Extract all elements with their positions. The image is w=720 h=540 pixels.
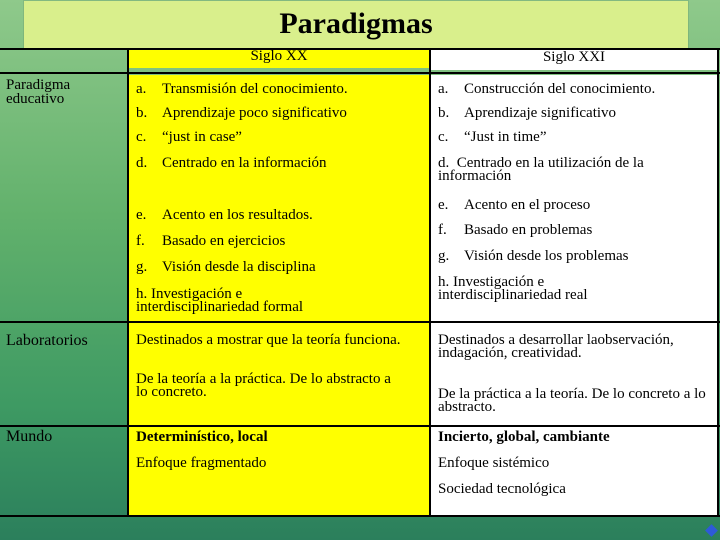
- list-item: [438, 248, 629, 265]
- grid-line: [0, 515, 720, 517]
- list-item: [136, 207, 313, 224]
- list-item: [136, 233, 285, 250]
- list-marker: h.: [438, 274, 450, 290]
- grid-line: [717, 48, 719, 517]
- list-item: [438, 81, 655, 98]
- list-text: Aprendizaje poco significativo: [162, 105, 347, 121]
- laboratorios-siglo-xxi-text-1: Destinados a desarrollar laobservación, indagación, creatividad.: [438, 332, 674, 361]
- row-label-laboratorios: Laboratorios: [6, 332, 88, 349]
- list-text: Investigación e interdisciplinariedad real: [438, 274, 588, 303]
- header-siglo-xxi: Siglo XXI: [542, 49, 606, 65]
- list-text: “Just in time”: [464, 129, 547, 145]
- mundo-siglo-xxi-text-3: Sociedad tecnológica: [438, 481, 566, 497]
- list-item: [438, 105, 616, 122]
- slide-title-box: [24, 1, 688, 48]
- list-item: [136, 155, 327, 172]
- list-marker: e.: [136, 207, 147, 223]
- grid-line: [429, 48, 431, 517]
- header-siglo-xx: Siglo XX: [250, 48, 308, 64]
- row-label-paradigma: Paradigma educativo: [6, 77, 71, 107]
- list-marker: a.: [136, 81, 147, 97]
- grid-line: [0, 425, 720, 427]
- list-marker: c.: [136, 129, 147, 145]
- laboratorios-siglo-xx-text-1: Destinados a mostrar que la teoría funciona.: [136, 332, 401, 348]
- row-label-mundo: Mundo: [6, 428, 53, 445]
- list-item: [438, 197, 590, 214]
- list-text: Acento en el proceso: [464, 197, 591, 213]
- list-item: [136, 288, 356, 314]
- list-text: Centrado en la utilización de la información: [438, 155, 644, 184]
- mundo-siglo-xx-text-2: Enfoque fragmentado: [136, 455, 267, 471]
- list-item: [438, 157, 710, 183]
- list-text: Basado en problemas: [464, 222, 593, 238]
- list-item: [438, 222, 592, 239]
- mundo-siglo-xxi-text-2: Enfoque sistémico: [438, 455, 550, 471]
- list-item: [438, 129, 547, 146]
- list-marker: g.: [136, 259, 148, 275]
- slide-title: Paradigmas: [279, 7, 433, 40]
- mundo-siglo-xxi-text-1: Incierto, global, cambiante: [438, 429, 610, 445]
- list-item: [438, 276, 658, 302]
- list-marker: b.: [438, 105, 450, 121]
- list-marker: f.: [438, 222, 447, 238]
- list-text: Acento en los resultados.: [162, 207, 313, 223]
- list-item: [136, 105, 347, 122]
- list-text: Visión desde la disciplina: [162, 259, 316, 275]
- grid-line: [127, 48, 129, 517]
- mundo-siglo-xx-text-1: Determinístico, local: [136, 429, 268, 445]
- list-text: Basado en ejercicios: [162, 233, 286, 249]
- list-marker: d.: [136, 155, 148, 171]
- list-marker: b.: [136, 105, 148, 121]
- list-text: Visión desde los problemas: [464, 248, 629, 264]
- list-marker: g.: [438, 248, 450, 264]
- list-marker: d.: [438, 155, 450, 171]
- slide-corner-decoration: [705, 524, 718, 537]
- list-item: [136, 129, 242, 146]
- laboratorios-siglo-xx-text-2: De la teoría a la práctica. De lo abstracto a lo concreto.: [136, 371, 391, 400]
- list-text: Centrado en la información: [162, 155, 327, 171]
- list-marker: a.: [438, 81, 449, 97]
- list-text: Aprendizaje significativo: [464, 105, 617, 121]
- list-text: Construcción del conocimiento.: [464, 81, 656, 97]
- list-marker: f.: [136, 233, 145, 249]
- grid-line: [0, 72, 720, 74]
- list-marker: e.: [438, 197, 449, 213]
- laboratorios-siglo-xxi-text-2: De la práctica a la teoría. De lo concreto a lo abstracto.: [438, 386, 706, 415]
- list-marker: h.: [136, 286, 148, 302]
- list-text: Investigación e interdisciplinariedad formal: [136, 286, 304, 315]
- list-item: [136, 81, 348, 98]
- list-marker: c.: [438, 129, 449, 145]
- list-item: [136, 259, 316, 276]
- grid-line: [0, 321, 720, 323]
- list-text: “just in case”: [162, 129, 242, 145]
- list-text: Transmisión del conocimiento.: [162, 81, 348, 97]
